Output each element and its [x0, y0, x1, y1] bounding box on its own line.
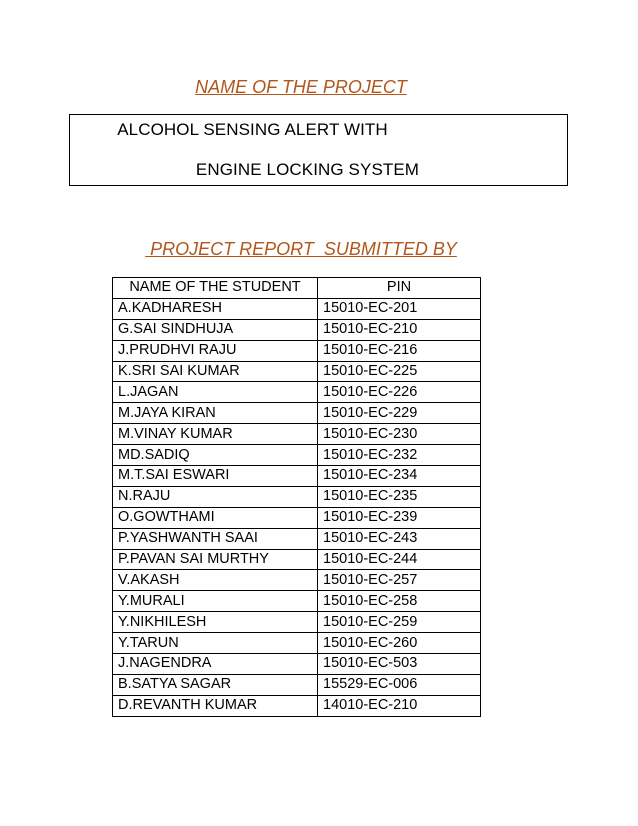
student-name-cell: M.JAYA KIRAN	[113, 403, 318, 424]
table-row	[113, 549, 481, 570]
table-row	[113, 654, 481, 675]
project-title-line-1: ALCOHOL SENSING ALERT WITH	[117, 120, 388, 139]
table-row	[113, 445, 481, 466]
student-pin-cell: 15010-EC-230	[318, 424, 481, 445]
student-name-cell: B.SATYA SAGAR	[113, 674, 318, 695]
student-pin-cell: 15010-EC-244	[318, 549, 481, 570]
table-row	[113, 466, 481, 487]
student-name-cell: Y.TARUN	[113, 633, 318, 654]
student-pin-cell: 15010-EC-210	[318, 319, 481, 340]
table-row	[113, 695, 481, 716]
table-row	[113, 361, 481, 382]
student-pin-cell: 15010-EC-235	[318, 486, 481, 507]
column-header-pin: PIN	[318, 278, 481, 299]
student-pin-cell: 15010-EC-503	[318, 654, 481, 675]
table-row	[113, 570, 481, 591]
table-row	[113, 633, 481, 654]
table-row	[113, 674, 481, 695]
student-name-cell: V.AKASH	[113, 570, 318, 591]
column-header-name: NAME OF THE STUDENT	[113, 278, 318, 299]
student-name-cell: M.T.SAI ESWARI	[113, 466, 318, 487]
student-pin-cell: 15010-EC-201	[318, 298, 481, 319]
students-table-body	[113, 298, 481, 716]
student-pin-cell: 15529-EC-006	[318, 674, 481, 695]
report-submitted-by-heading: PROJECT REPORT SUBMITTED BY	[145, 239, 457, 259]
student-name-cell: N.RAJU	[113, 486, 318, 507]
student-pin-cell: 15010-EC-226	[318, 382, 481, 403]
student-name-cell: D.REVANTH KUMAR	[113, 695, 318, 716]
student-name-cell: A.KADHARESH	[113, 298, 318, 319]
student-name-cell: L.JAGAN	[113, 382, 318, 403]
student-name-cell: O.GOWTHAMI	[113, 507, 318, 528]
student-name-cell: M.VINAY KUMAR	[113, 424, 318, 445]
student-pin-cell: 15010-EC-229	[318, 403, 481, 424]
student-name-cell: Y.NIKHILESH	[113, 612, 318, 633]
student-pin-cell: 15010-EC-216	[318, 340, 481, 361]
table-row	[113, 591, 481, 612]
student-pin-cell: 15010-EC-260	[318, 633, 481, 654]
student-pin-cell: 15010-EC-232	[318, 445, 481, 466]
student-name-cell: J.NAGENDRA	[113, 654, 318, 675]
student-name-cell: P.PAVAN SAI MURTHY	[113, 549, 318, 570]
student-name-cell: J.PRUDHVI RAJU	[113, 340, 318, 361]
table-row	[113, 382, 481, 403]
student-name-cell: K.SRI SAI KUMAR	[113, 361, 318, 382]
student-pin-cell: 15010-EC-225	[318, 361, 481, 382]
student-pin-cell: 15010-EC-239	[318, 507, 481, 528]
table-row	[113, 424, 481, 445]
table-header-row	[113, 278, 481, 299]
student-pin-cell: 15010-EC-257	[318, 570, 481, 591]
table-row	[113, 298, 481, 319]
table-row	[113, 528, 481, 549]
table-row	[113, 486, 481, 507]
student-name-cell: MD.SADIQ	[113, 445, 318, 466]
table-row	[113, 612, 481, 633]
students-table	[112, 277, 481, 717]
table-row	[113, 507, 481, 528]
student-pin-cell: 15010-EC-259	[318, 612, 481, 633]
student-pin-cell: 15010-EC-234	[318, 466, 481, 487]
student-name-cell: Y.MURALI	[113, 591, 318, 612]
project-title-line-2: ENGINE LOCKING SYSTEM	[195, 160, 420, 179]
table-row	[113, 340, 481, 361]
student-name-cell: P.YASHWANTH SAAI	[113, 528, 318, 549]
student-pin-cell: 14010-EC-210	[318, 695, 481, 716]
project-title-box	[69, 114, 568, 186]
project-heading: NAME OF THE PROJECT	[195, 77, 407, 97]
table-row	[113, 319, 481, 340]
student-pin-cell: 15010-EC-243	[318, 528, 481, 549]
student-pin-cell: 15010-EC-258	[318, 591, 481, 612]
student-name-cell: G.SAI SINDHUJA	[113, 319, 318, 340]
table-row	[113, 403, 481, 424]
